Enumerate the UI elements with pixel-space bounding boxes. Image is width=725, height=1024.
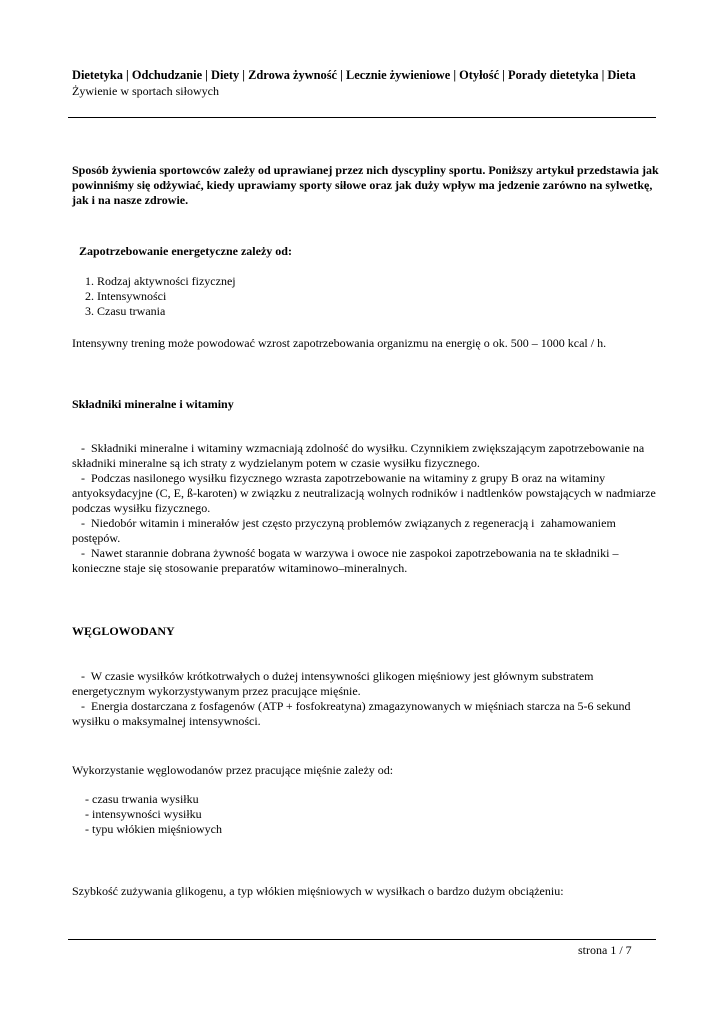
minerals-heading: Składniki mineralne i witaminy [72, 397, 234, 411]
header-divider [68, 117, 656, 118]
site-title: Dietetyka | Odchudzanie | Diety | Zdrowa żywność | Lecznie żywieniowe | Otyłość | Porady dietetyka | Dieta [72, 68, 636, 82]
list-item: - intensywności wysiłku [85, 807, 202, 821]
list-item: 3. Czasu trwania [85, 304, 166, 318]
footer-divider [68, 939, 656, 940]
list-item: - czasu trwania wysiłku [85, 792, 199, 806]
list-item: - typu włókien mięśniowych [85, 822, 222, 836]
carbs-heading: WĘGLOWODANY [72, 624, 175, 638]
minerals-body [72, 441, 662, 576]
carbs-paragraph: - W czasie wysiłków krótkotrwałych o dużej intensywności glikogen mięśniowy jest głównym substratem energetycznym wykorzystywanym przez pracujące mięśnie. [72, 669, 597, 698]
carbs-usage-intro: Wykorzystanie węglowodanów przez pracujące mięśnie zależy od: [72, 763, 394, 777]
list-item: 2. Intensywności [85, 289, 167, 303]
minerals-paragraph: - Podczas nasilonego wysiłku fizycznego wzrasta zapotrzebowanie na witaminy z grupy B oraz na witaminy antyoksydacyjne (C, E, ß-karoten) w związku z neutralizacją wolnych rodników i nadtlenków powstających w nadmiarze podczas wysiłku fizycznego. [72, 471, 659, 515]
minerals-paragraph: - Nawet starannie dobrana żywność bogata w warzywa i owoce nie zaspokoi zapotrzebowania na te składniki – konieczne staje się stosowanie preparatów witaminowo–mineralnych. [72, 546, 622, 575]
energy-list [85, 274, 236, 319]
article-title: Żywienie w sportach siłowych [72, 84, 219, 98]
list-item: 1. Rodzaj aktywności fizycznej [85, 274, 236, 288]
page-number: strona 1 / 7 [578, 943, 632, 957]
glycogen-speed-text: Szybkość zużywania glikogenu, a typ włókien mięśniowych w wysiłkach o bardzo dużym obciążeniu: [72, 884, 564, 898]
carbs-paragraph: - Energia dostarczana z fosfagenów (ATP + fosfokreatyna) zmagazynowanych w mięśniach starcza na 5-6 sekund wysiłku o maksymalnej intensywności. [72, 699, 634, 728]
carbs-body [72, 669, 662, 729]
intro-paragraph: Sposób żywienia sportowców zależy od uprawianej przez nich dyscypliny sportu. Poniższy artykuł przedstawia jak powinniśmy się odżywiać, kiedy uprawiamy sporty siłowe oraz jak duży wpływ ma jedzenie zarówno na sylwetkę, jak i na nasze zdrowie. [72, 163, 659, 207]
energy-note: Intensywny trening może powodować wzrost zapotrzebowania organizmu na energię o ok. 500 – 1000 kcal / h. [72, 336, 607, 350]
minerals-paragraph: - Niedobór witamin i minerałów jest często przyczyną problemów związanych z regeneracją i zahamowaniem postępów. [72, 516, 619, 545]
energy-heading: Zapotrzebowanie energetyczne zależy od: [79, 244, 292, 258]
carbs-usage-list [85, 792, 222, 837]
minerals-paragraph: - Składniki mineralne i witaminy wzmacniają zdolność do wysiłku. Czynnikiem zwiększającym zapotrzebowanie na składniki mineralne są ich straty z wydzielanym potem w czasie wysiłku fizycznego. [72, 441, 648, 470]
